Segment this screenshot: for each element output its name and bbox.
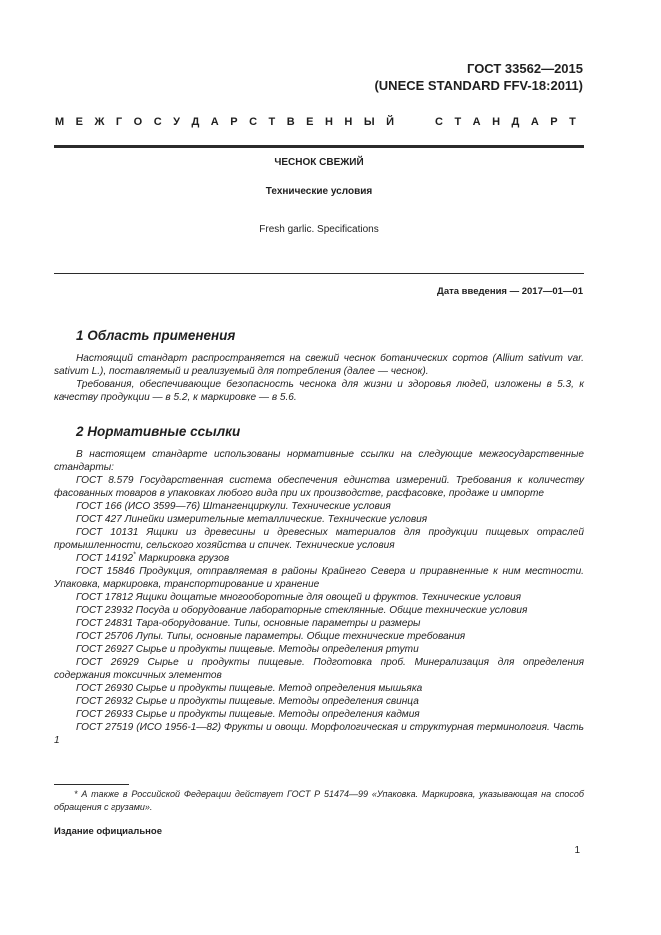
banner-letter: О: [133, 116, 143, 128]
reference-item: ГОСТ 8.579 Государственная система обеспечения единства измерений. Требования к количеству фасованных товаров в упаковках любого вида при их производстве, расфасовке, продаже и импорте: [54, 475, 584, 499]
banner-letter: Ы: [363, 116, 375, 128]
reference-item: ГОСТ 24831 Тара-оборудование. Типы, основные параметры и размеры: [76, 618, 421, 629]
paragraph: Требования, обеспечивающие безопасность чеснока для жизни и здоровья людей, изложены в 5.3, к качеству продукции — в 5.2, к маркировке — в 5.6.: [54, 379, 584, 403]
reference-item: ГОСТ 15846 Продукция, отправляемая в районы Крайнего Севера и приравненные к ним местности. Упаковка, маркировка, транспортирование и хранение: [54, 566, 584, 590]
paragraph: В настоящем стандарте использованы нормативные ссылки на следующие межгосударственные стандарты:: [54, 449, 584, 473]
reference-item: ГОСТ 26933 Сырье и продукты пищевые. Методы определения кадмия: [76, 709, 420, 720]
banner-letter: Д: [191, 116, 200, 128]
reference-item: ГОСТ 23932 Посуда и оборудование лабораторные стеклянные. Общие технические условия: [76, 605, 528, 616]
footnote-text: * А также в Российской Федерации действует ГОСТ Р 51474—99 «Упаковка. Маркировка, указывающая на способ обращения с грузами».: [54, 789, 584, 812]
reference-item: ГОСТ 27519 (ИСО 1956-1—82) Фрукты и овощи. Морфологическая и структурная терминология. Часть 1: [54, 722, 584, 746]
header-divider-thick: [54, 145, 584, 148]
document-identifier: [374, 60, 583, 94]
paragraph: Настоящий стандарт распространяется на свежий чеснок ботанических сортов (Allium sativum var. sativum L.), поставляемый и реализуемый для потребления (далее — чеснок).: [54, 353, 584, 377]
banner-letter: Е: [75, 116, 83, 128]
reference-item: ГОСТ 26927 Сырье и продукты пищевые. Методы определения ртути: [76, 644, 419, 655]
introduction-date: Дата введения — 2017—01—01: [437, 286, 583, 297]
banner-letter: А: [210, 116, 219, 128]
reference-item: ГОСТ 166 (ИСО 3599—76) Штангенциркули. Технические условия: [76, 501, 391, 512]
banner-word-gap: [406, 116, 424, 128]
unece-standard: (UNECE STANDARD FFV-18:2011): [374, 78, 583, 93]
banner-letter: Н: [344, 116, 353, 128]
banner-letter: Т: [454, 116, 462, 128]
reference-item: ГОСТ 25706 Лупы. Типы, основные параметры. Общие технические требования: [76, 631, 466, 642]
gost-number: ГОСТ 33562—2015: [467, 61, 583, 76]
banner-letter: У: [173, 116, 180, 128]
banner-letter: С: [249, 116, 258, 128]
reference-item: ГОСТ 17812 Ящики дощатые многооборотные для овощей и фруктов. Технические условия: [76, 592, 522, 603]
banner-letter: Й: [386, 116, 395, 128]
document-title: ЧЕСНОК СВЕЖИЙ: [274, 157, 364, 168]
banner-letter: Е: [306, 116, 314, 128]
reference-item: ГОСТ 10131 Ящики из древесины и древесных материалов для продукции пищевых отраслей промышленности, сельского хозяйства и спичек. Технические условия: [54, 527, 584, 551]
interstate-standard-banner: [55, 116, 576, 128]
document-title-english: Fresh garlic. Specifications: [259, 224, 379, 235]
footnote-marker: *: [133, 551, 136, 559]
title-divider: [54, 273, 584, 274]
footnote-divider: [54, 784, 129, 785]
reference-item: ГОСТ 26932 Сырье и продукты пищевые. Методы определения свинца: [76, 696, 419, 707]
reference-code: ГОСТ 14192: [76, 553, 133, 564]
reference-title: Маркировка грузов: [135, 553, 230, 564]
section-1-heading: 1 Область применения: [76, 328, 236, 343]
banner-letter: Т: [268, 116, 276, 128]
banner-letter: С: [153, 116, 162, 128]
banner-letter: Ж: [94, 116, 105, 128]
section-2-body: [54, 448, 584, 747]
reference-item-14192: [54, 552, 584, 565]
reference-item: ГОСТ 26930 Сырье и продукты пищевые. Метод определения мышьяка: [76, 683, 423, 694]
section-1-body: [54, 352, 584, 404]
banner-letter: Г: [115, 116, 123, 128]
banner-letter: Д: [511, 116, 520, 128]
section-2-heading: 2 Нормативные ссылки: [76, 424, 241, 439]
banner-letter: Т: [569, 116, 576, 128]
banner-letter: А: [530, 116, 539, 128]
banner-letter: Р: [550, 116, 558, 128]
reference-item: ГОСТ 26929 Сырье и продукты пищевые. Подготовка проб. Минерализация для определения содержания токсичных элементов: [54, 657, 584, 681]
footnote: [54, 788, 584, 814]
document-subtitle: Технические условия: [265, 186, 373, 197]
edition-label: Издание официальное: [54, 826, 162, 837]
banner-letter: А: [472, 116, 481, 128]
page-number: 1: [574, 845, 580, 856]
banner-letter: Р: [230, 116, 238, 128]
banner-letter: М: [55, 116, 65, 128]
banner-letter: В: [286, 116, 295, 128]
reference-item: ГОСТ 427 Линейки измерительные металлические. Технические условия: [76, 514, 428, 525]
banner-letter: Н: [324, 116, 333, 128]
banner-letter: С: [435, 116, 443, 128]
banner-letter: Н: [492, 116, 501, 128]
